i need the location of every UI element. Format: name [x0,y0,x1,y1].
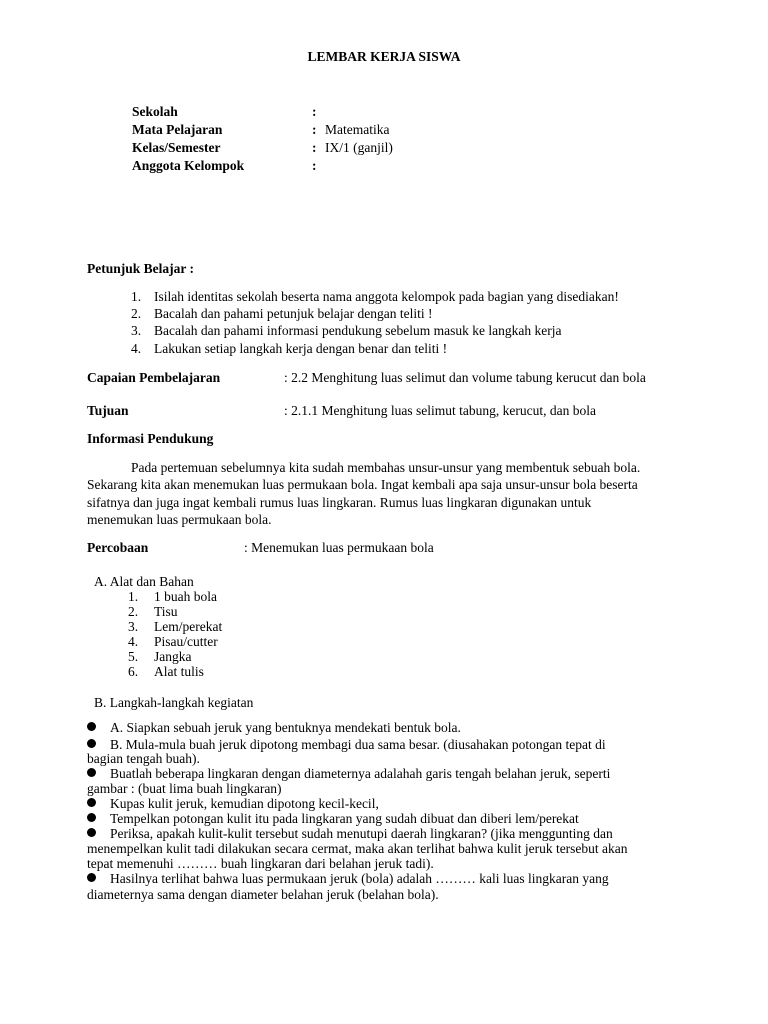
bullet-icon [87,722,96,731]
list-item: 1. Isilah identitas sekolah beserta nama anggota kelompok pada bagian yang disediakan! [131,289,619,304]
list-item-text: Jangka [154,649,192,664]
list-item: 4. Pisau/cutter [128,634,218,649]
list-item: 6. Alat tulis [128,664,204,679]
list-item: 1. 1 buah bola [128,589,217,604]
paragraph-line: Sekarang kita akan menemukan luas permukaan bola. Ingat kembali apa saja unsur-unsur bola beserta [87,477,638,492]
identity-label: Mata Pelajaran [132,122,223,137]
tujuan-label: Tujuan [87,403,129,418]
list-item: 2. Bacalah dan pahami petunjuk belajar dengan teliti ! [131,306,433,321]
bullet-icon [87,828,96,837]
list-item-text: Isilah identitas sekolah beserta nama anggota kelompok pada bagian yang disediakan! [154,289,619,304]
alat-heading: A. Alat dan Bahan [94,574,194,589]
bullet-text: A. Siapkan sebuah jeruk yang bentuknya mendekati bentuk bola. [110,720,461,735]
percobaan-label: Percobaan [87,540,149,555]
bullet-icon [87,768,96,777]
list-item: 3. Bacalah dan pahami informasi pendukung sebelum masuk ke langkah kerja [131,323,562,338]
identity-label: Sekolah [132,104,178,119]
identity-colon: : [312,104,317,119]
percobaan-value: : Menemukan luas permukaan bola [244,540,434,555]
bullet-item [87,719,701,736]
petunjuk-heading: Petunjuk Belajar : [87,261,194,276]
identity-label: Kelas/Semester [132,140,221,155]
bullet-continuation: menempelkan kulit tadi dilakukan secara cermat, maka akan terlihat bahwa kulit jeruk tersebut akan [87,841,628,856]
list-item-text: Bacalah dan pahami informasi pendukung sebelum masuk ke langkah kerja [154,323,562,338]
list-item-text: Lem/perekat [154,619,223,634]
identity-colon: : [312,158,317,173]
list-item: 4. Lakukan setiap langkah kerja dengan benar dan teliti ! [131,341,448,356]
document-title: LEMBAR KERJA SISWA [307,49,461,64]
identity-value: IX/1 (ganjil) [325,140,393,155]
paragraph-line: Pada pertemuan sebelumnya kita sudah membahas unsur-unsur yang membentuk sebuah bola. [131,460,641,475]
bullet-text: Tempelkan potongan kulit itu pada lingkaran yang sudah dibuat dan diberi lem/perekat [110,811,579,826]
bullet-icon [87,873,96,882]
bullet-text: B. Mula-mula buah jeruk dipotong membagi dua sama besar. (diusahakan potongan tepat di [110,737,606,752]
capaian-label: Capaian Pembelajaran [87,370,221,385]
paragraph-line: sifatnya dan juga ingat kembali rumus luas lingkaran. Rumus luas lingkaran digunakan untuk [87,495,592,510]
list-item-text: Alat tulis [154,664,204,679]
bullet-text: Periksa, apakah kulit-kulit tersebut sudah menutupi daerah lingkaran? (jika menggunting dan [110,826,613,841]
bullet-text: Hasilnya terlihat bahwa luas permukaan jeruk (bola) adalah ……… kali luas lingkaran yang [110,871,609,886]
list-item-text: Bacalah dan pahami petunjuk belajar dengan teliti ! [154,306,433,321]
langkah-heading: B. Langkah-langkah kegiatan [94,695,254,710]
list-item-text: Lakukan setiap langkah kerja dengan benar dan teliti ! [154,341,448,356]
identity-value: Matematika [325,122,390,137]
list-item: 2. Tisu [128,604,178,619]
capaian-value: : 2.2 Menghitung luas selimut dan volume tabung kerucut dan bola [284,370,646,385]
bullet-icon [87,813,96,822]
identity-label: Anggota Kelompok [132,158,245,173]
bullet-continuation: diameternya sama dengan diameter belahan jeruk (belahan bola). [87,887,439,902]
bullet-item [87,870,701,887]
identity-colon: : [312,122,317,137]
bullet-continuation: gambar : (buat lima buah lingkaran) [87,781,282,796]
identity-colon: : [312,140,317,155]
bullet-continuation: bagian tengah buah). [87,751,200,766]
tujuan-value: : 2.1.1 Menghitung luas selimut tabung, kerucut, dan bola [284,403,596,418]
list-item: 5. Jangka [128,649,192,664]
list-item: 3. Lem/perekat [128,619,223,634]
list-item-text: Tisu [154,604,178,619]
informasi-heading: Informasi Pendukung [87,431,214,446]
bullet-icon [87,739,96,748]
list-item-text: 1 buah bola [154,589,217,604]
bullet-text: Kupas kulit jeruk, kemudian dipotong kecil-kecil, [110,796,379,811]
paragraph-line: menemukan luas permukaan bola. [87,512,272,527]
bullet-text: Buatlah beberapa lingkaran dengan diameternya adalahah garis tengah belahan jeruk, seperti [110,766,611,781]
bullet-icon [87,798,96,807]
list-item-text: Pisau/cutter [154,634,218,649]
bullet-continuation: tepat memenuhi ……… buah lingkaran dari belahan jeruk tadi). [87,856,434,871]
